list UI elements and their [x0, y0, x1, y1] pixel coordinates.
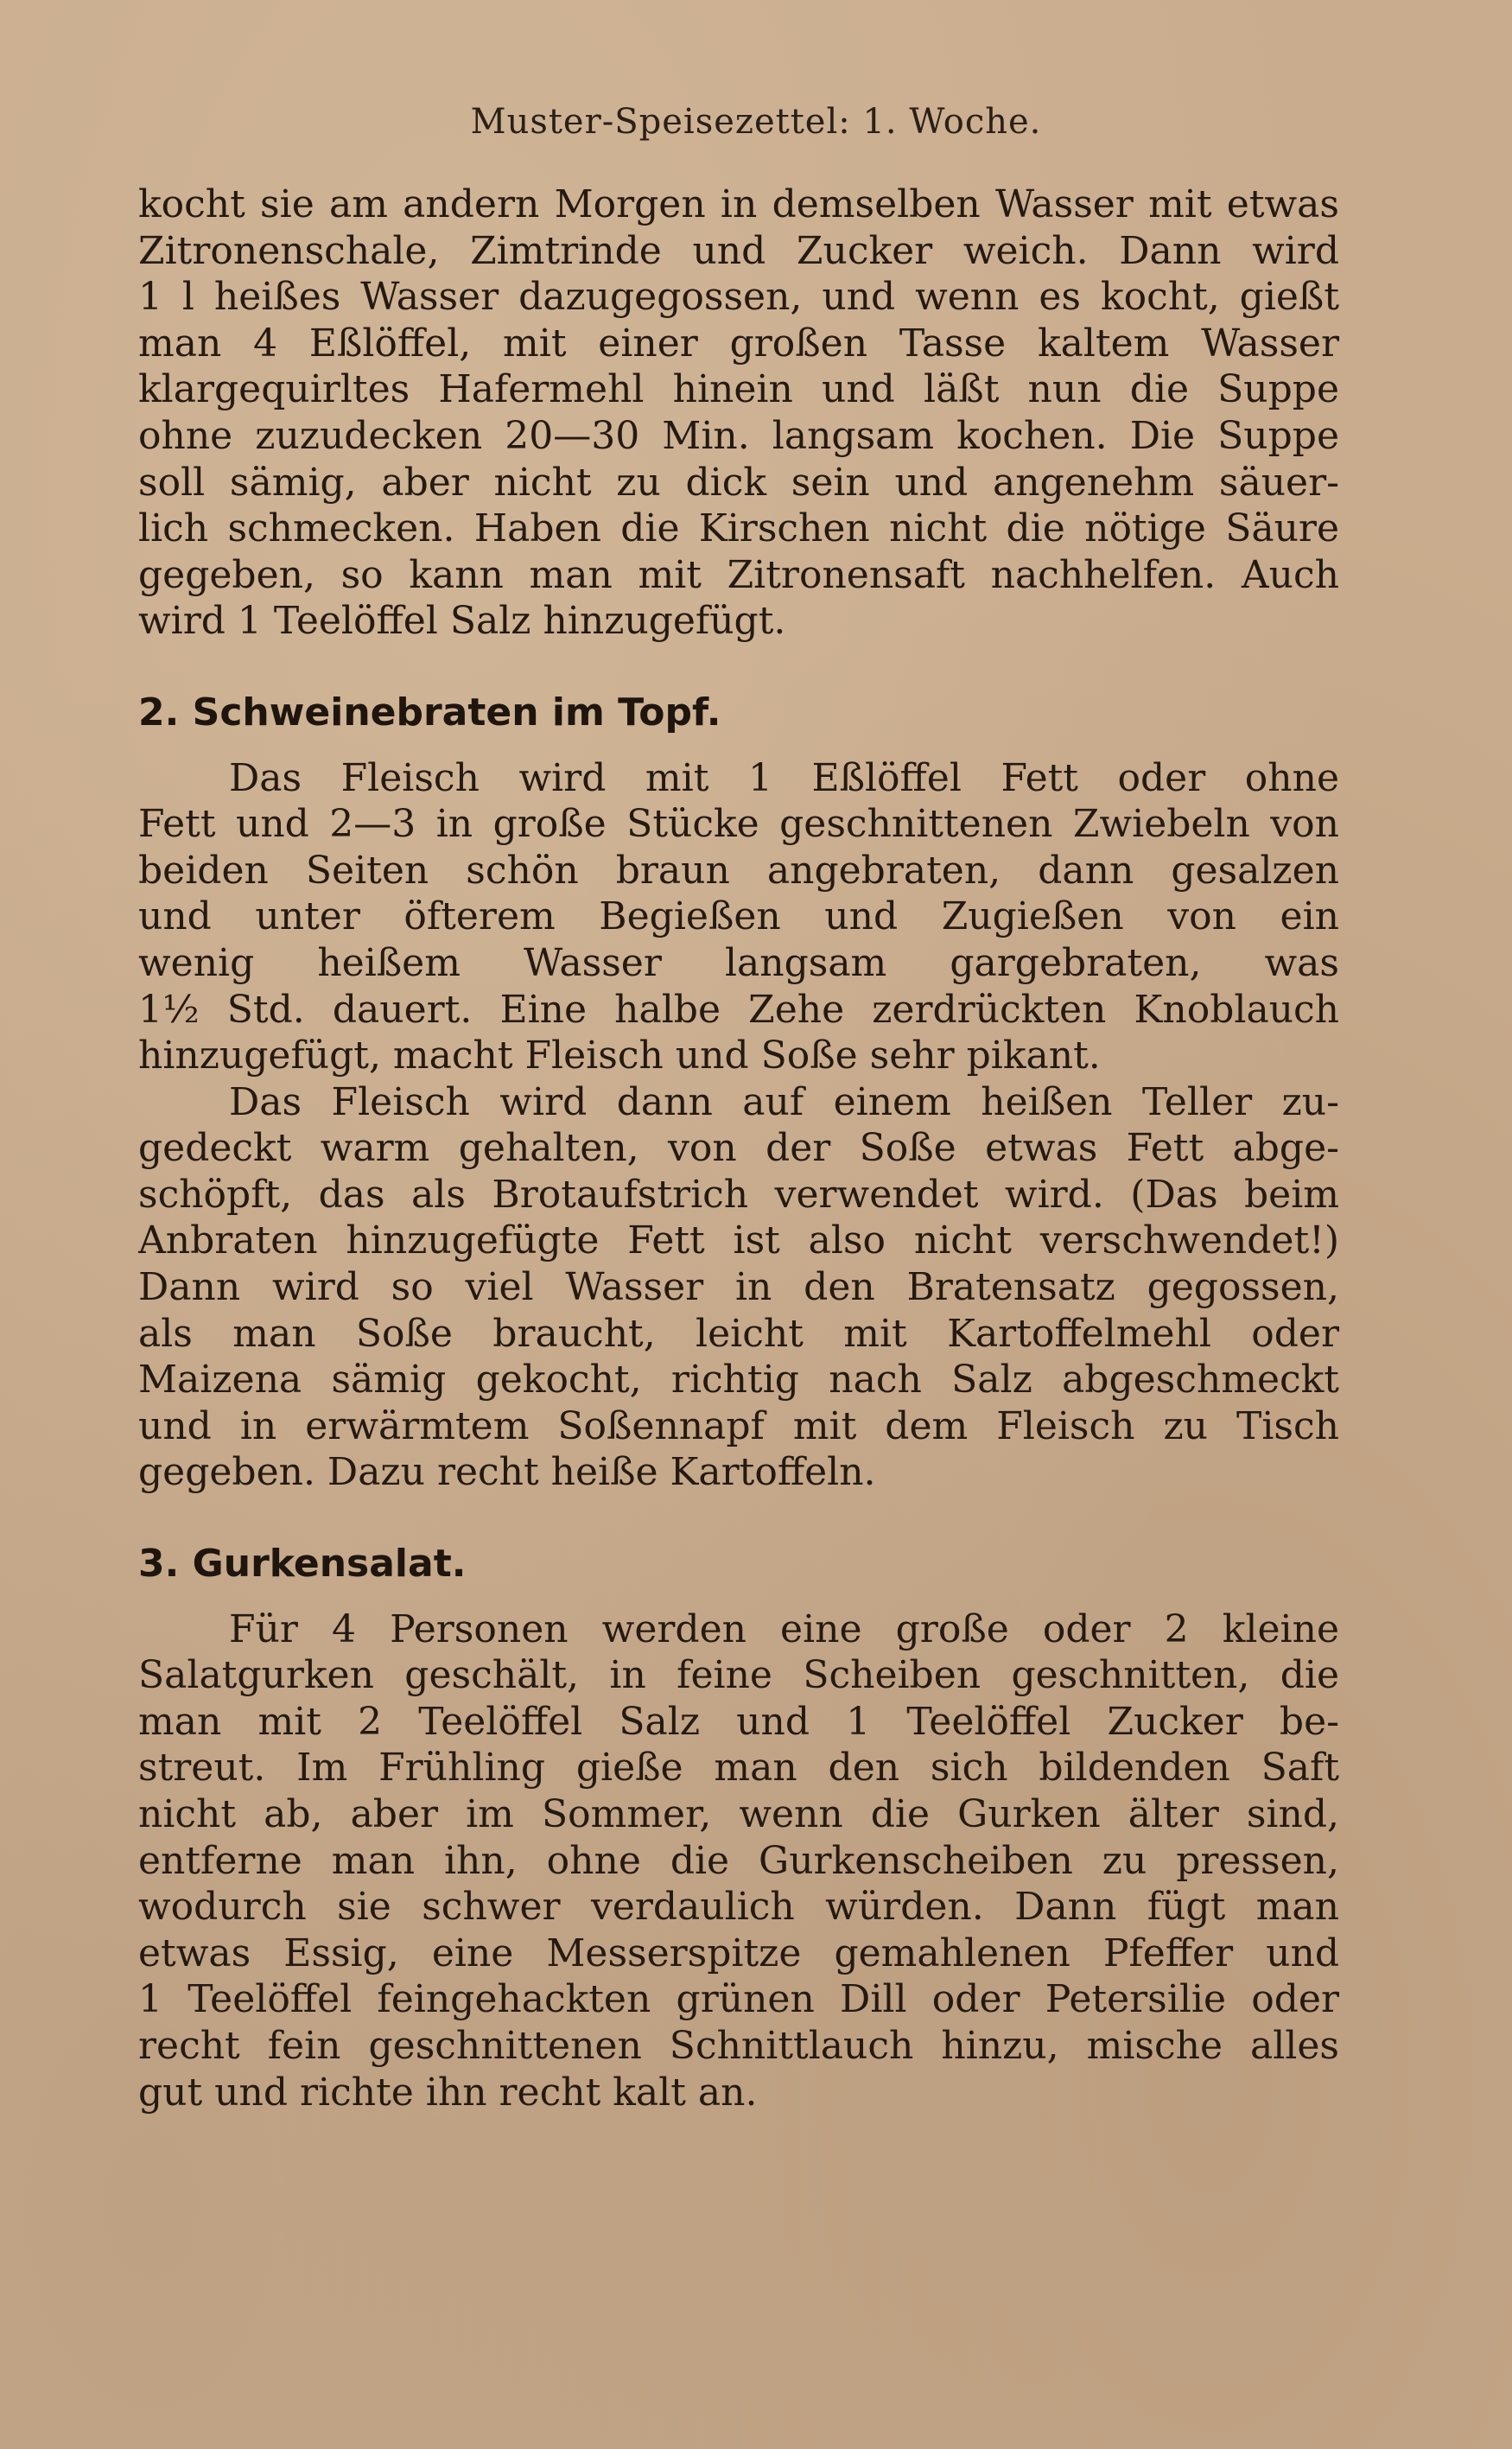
paragraph [138, 1079, 1339, 1496]
section-heading: 2. Schweinebraten im Topf. [138, 690, 721, 735]
text-line: und unter öfterem Begießen und Zugießen von ein [138, 894, 1339, 939]
paragraph [138, 755, 1339, 1079]
text-line: und in erwärmtem Soßennapf mit dem Fleisch zu Tisch [138, 1403, 1339, 1448]
text-line: wodurch sie schwer verdaulich würden. Dann fügt man [138, 1885, 1339, 1930]
text-line: wenig heißem Wasser langsam gargebraten, was [138, 940, 1339, 985]
text-line: wird 1 Teelöffel Salz hinzugefügt. [138, 599, 786, 644]
text-line: beiden Seiten schön braun angebraten, dann gesalzen [138, 848, 1339, 893]
text-line: lich schmecken. Haben die Kirschen nicht die nötige Säure [138, 506, 1339, 551]
text-line: Das Fleisch wird mit 1 Eßlöffel Fett oder ohne [229, 755, 1339, 800]
text-line: Maizena sämig gekocht, richtig nach Salz abgeschmeckt [138, 1358, 1339, 1403]
continued-paragraph [138, 181, 1339, 645]
text-line: 1½ Std. dauert. Eine halbe Zehe zerdrückten Knoblauch [138, 987, 1339, 1032]
section-heading: 3. Gurkensalat. [138, 1542, 467, 1587]
text-line: 1 l heißes Wasser dazugegossen, und wenn es kocht, gießt [138, 275, 1339, 320]
text-line: nicht ab, aber im Sommer, wenn die Gurken älter sind, [138, 1792, 1339, 1836]
text-line: gut und richte ihn recht kalt an. [138, 2070, 758, 2115]
text-line: Zitronenschale, Zimtrinde und Zucker weich. Dann wird [138, 228, 1339, 273]
text-line: man 4 Eßlöffel, mit einer großen Tasse kaltem Wasser [138, 321, 1339, 366]
text-line: als man Soße braucht, leicht mit Kartoffelmehl oder [138, 1311, 1339, 1356]
text-line: kocht sie am andern Morgen in demselben Wasser mit etwas [138, 182, 1339, 226]
text-line: ohne zuzudecken 20—30 Min. langsam kochen. Die Suppe [138, 413, 1339, 458]
text-line: Salatgurken geschält, in feine Scheiben geschnitten, die [138, 1653, 1339, 1698]
text-line: Fett und 2—3 in große Stücke geschnittenen Zwiebeln von [138, 802, 1339, 847]
page-body [138, 181, 1339, 2115]
text-line: gegeben, so kann man mit Zitronensaft nachhelfen. Auch [138, 552, 1339, 597]
text-line: entferne man ihn, ohne die Gurkenscheiben zu pressen, [138, 1838, 1339, 1883]
text-line: 1 Teelöffel feingehackten grünen Dill oder Petersilie oder [138, 1977, 1339, 2022]
text-line: man mit 2 Teelöffel Salz und 1 Teelöffel Zucker be- [138, 1699, 1339, 1744]
paragraph [138, 1606, 1339, 2116]
text-line: Das Fleisch wird dann auf einem heißen Teller zu- [229, 1079, 1339, 1124]
text-line: hinzugefügt, macht Fleisch und Soße sehr pikant. [138, 1034, 1101, 1078]
text-line: streut. Im Frühling gieße man den sich bildenden Saft [138, 1746, 1339, 1791]
running-head: Muster-Speisezettel: 1. Woche. [470, 102, 1042, 142]
text-line: Für 4 Personen werden eine große oder 2 kleine [229, 1606, 1339, 1651]
text-line: gedeckt warm gehalten, von der Soße etwas Fett abge- [138, 1126, 1339, 1171]
text-line: klargequirltes Hafermehl hinein und läßt nun die Suppe [138, 367, 1339, 412]
text-line: gegeben. Dazu recht heiße Kartoffeln. [138, 1450, 876, 1495]
text-line: soll sämig, aber nicht zu dick sein und angenehm säuer- [138, 460, 1339, 505]
text-line: schöpft, das als Brotaufstrich verwendet wird. (Das beim [138, 1172, 1339, 1217]
text-line: etwas Essig, eine Messerspitze gemahlenen Pfeffer und [138, 1931, 1339, 1975]
text-line: Dann wird so viel Wasser in den Bratensatz gegossen, [138, 1265, 1339, 1310]
text-line: recht fein geschnittenen Schnittlauch hinzu, mische alles [138, 2023, 1339, 2068]
text-line: Anbraten hinzugefügte Fett ist also nicht verschwendet!) [138, 1218, 1339, 1263]
